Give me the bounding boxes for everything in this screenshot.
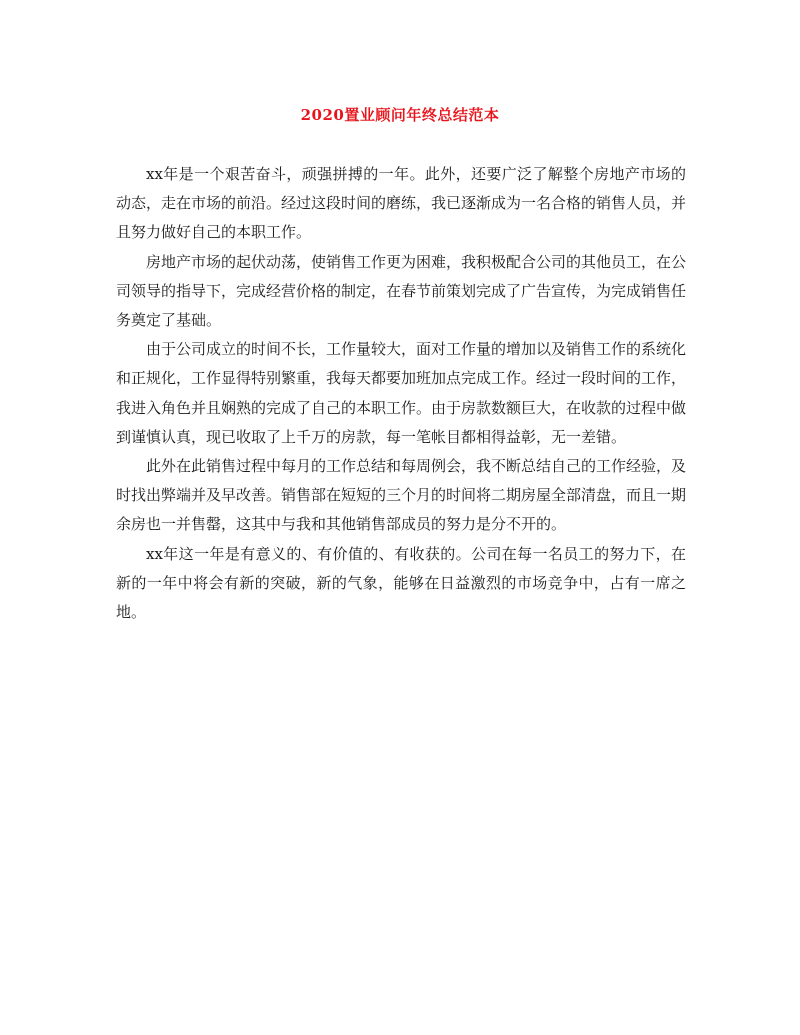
paragraph-3: 由于公司成立的时间不长，工作量较大，面对工作量的增加以及销售工作的系统化和正规化，工作显得特别繁重，我每天都要加班加点完成工作。经过一段时间的工作，我进入角色并且娴熟的完成了自己的本职工作。由于房款数额巨大，在收款的过程中做到谨慎认真，现已收取了上千万的房款，每一笔帐目都相得益彰，无一差错。: [116, 340, 687, 446]
paragraph-5: xx年这一年是有意义的、有价值的、有收获的。公司在每一名员工的努力下，在新的一年中将会有新的突破，新的气象，能够在日益激烈的市场竞争中，占有一席之地。: [116, 544, 686, 622]
paragraph-1: xx年是一个艰苦奋斗，顽强拼搏的一年。此外，还要广泛了解整个房地产市场的动态，走在市场的前沿。经过这段时间的磨练，我已逐渐成为一名合格的销售人员，并且努力做好自己的本职工作。: [116, 165, 687, 242]
paragraph-2: 房地产市场的起伏动荡，使销售工作更为困难，我积极配合公司的其他员工，在公司领导的指导下，完成经营价格的制定，在春节前策划完成了广告宣传，为完成销售任务奠定了基础。: [116, 252, 687, 330]
document-body: [116, 160, 686, 627]
paragraph-4: 此外在此销售过程中每月的工作总结和每周例会，我不断总结自己的工作经验，及时找出弊端并及早改善。销售部在短短的三个月的时间将二期房屋全部清盘，而且一期余房也一并售罄，这其中与我和其他销售部成员的努力是分不开的。: [116, 457, 687, 534]
document-title: 2020置业顾问年终总结范本: [300, 106, 500, 124]
